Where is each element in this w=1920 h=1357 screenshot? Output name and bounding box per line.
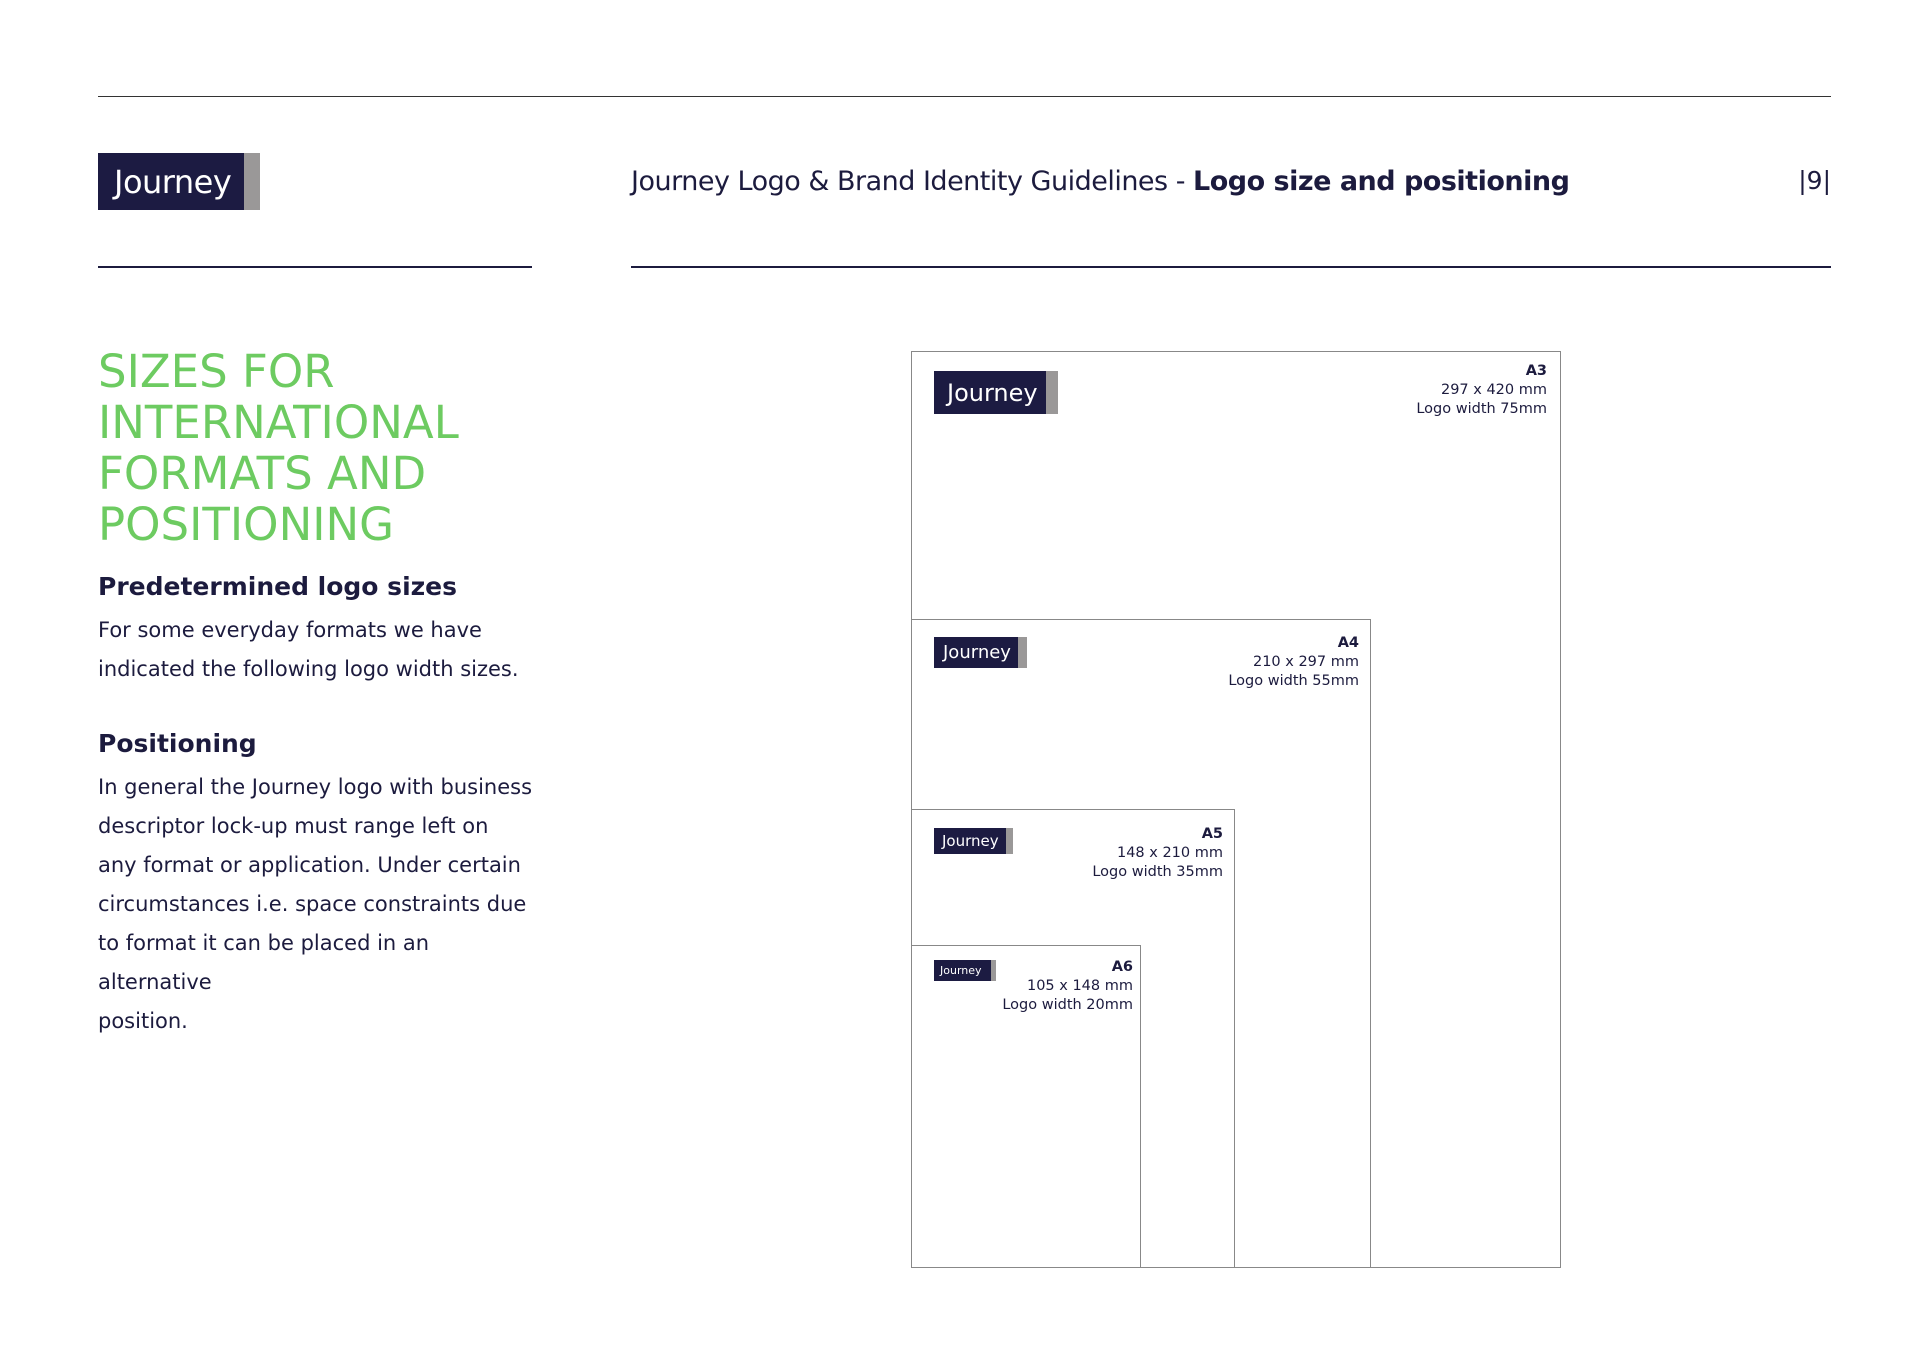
document-title	[631, 166, 1569, 197]
page-number: |9|	[1798, 166, 1831, 195]
logo-wordmark: Journey	[934, 371, 1046, 414]
logo-a4	[934, 637, 1027, 668]
paragraph-line: position.	[98, 1009, 188, 1033]
logo-accent-bar	[1046, 371, 1058, 414]
document-title-regular: Journey Logo & Brand Identity Guidelines -	[631, 166, 1194, 197]
paragraph-line: descriptor lock-up must range left on	[98, 814, 489, 838]
logo-a5	[934, 828, 1013, 854]
format-name: A6	[1111, 959, 1133, 975]
positioning-paragraph	[98, 768, 538, 1041]
format-label-a5	[1092, 825, 1223, 882]
format-name: A5	[1201, 826, 1223, 842]
section-heading-line: INTERNATIONAL	[98, 396, 459, 449]
logo-accent-bar	[244, 153, 260, 210]
format-label-a6	[1002, 958, 1133, 1015]
section-heading-line: POSITIONING	[98, 498, 395, 551]
format-logo-width: Logo width 75mm	[1416, 401, 1547, 417]
subheading-positioning: Positioning	[98, 729, 257, 758]
logo-wordmark: Journey	[934, 828, 1006, 854]
document-title-bold: Logo size and positioning	[1193, 166, 1570, 197]
logo-a6	[934, 960, 996, 981]
paragraph-line: to format it can be placed in an alternative	[98, 931, 430, 994]
format-label-a4	[1228, 634, 1359, 691]
format-dimensions: 297 x 420 mm	[1440, 382, 1547, 398]
section-heading-line: FORMATS AND	[98, 447, 427, 500]
format-label-a3	[1416, 362, 1547, 419]
journey-logo	[98, 153, 260, 210]
logo-wordmark: Journey	[934, 960, 991, 981]
format-name: A4	[1337, 635, 1359, 651]
left-header-rule	[98, 266, 532, 268]
subheading-logo-sizes: Predetermined logo sizes	[98, 572, 458, 601]
logo-a3	[934, 371, 1058, 414]
format-dimensions: 148 x 210 mm	[1116, 845, 1223, 861]
logo-sizes-paragraph	[98, 611, 538, 689]
logo-accent-bar	[1018, 637, 1027, 668]
paragraph-line: circumstances i.e. space constraints due	[98, 892, 527, 916]
logo-wordmark: Journey	[98, 153, 244, 210]
format-logo-width: Logo width 35mm	[1092, 864, 1223, 880]
logo-accent-bar	[991, 960, 996, 981]
top-rule	[98, 96, 1831, 97]
format-name: A3	[1525, 363, 1547, 379]
section-heading	[98, 346, 558, 550]
logo-accent-bar	[1006, 828, 1013, 854]
format-logo-width: Logo width 55mm	[1228, 673, 1359, 689]
format-dimensions: 210 x 297 mm	[1252, 654, 1359, 670]
format-dimensions: 105 x 148 mm	[1026, 978, 1133, 994]
paragraph-line: For some everyday formats we have	[98, 618, 482, 642]
section-heading-line: SIZES FOR	[98, 345, 335, 398]
logo-wordmark: Journey	[934, 637, 1018, 668]
paragraph-line: In general the Journey logo with business	[98, 775, 533, 799]
paragraph-line: indicated the following logo width sizes.	[98, 657, 519, 681]
format-logo-width: Logo width 20mm	[1002, 997, 1133, 1013]
paragraph-line: any format or application. Under certain	[98, 853, 521, 877]
right-header-rule	[631, 266, 1831, 268]
